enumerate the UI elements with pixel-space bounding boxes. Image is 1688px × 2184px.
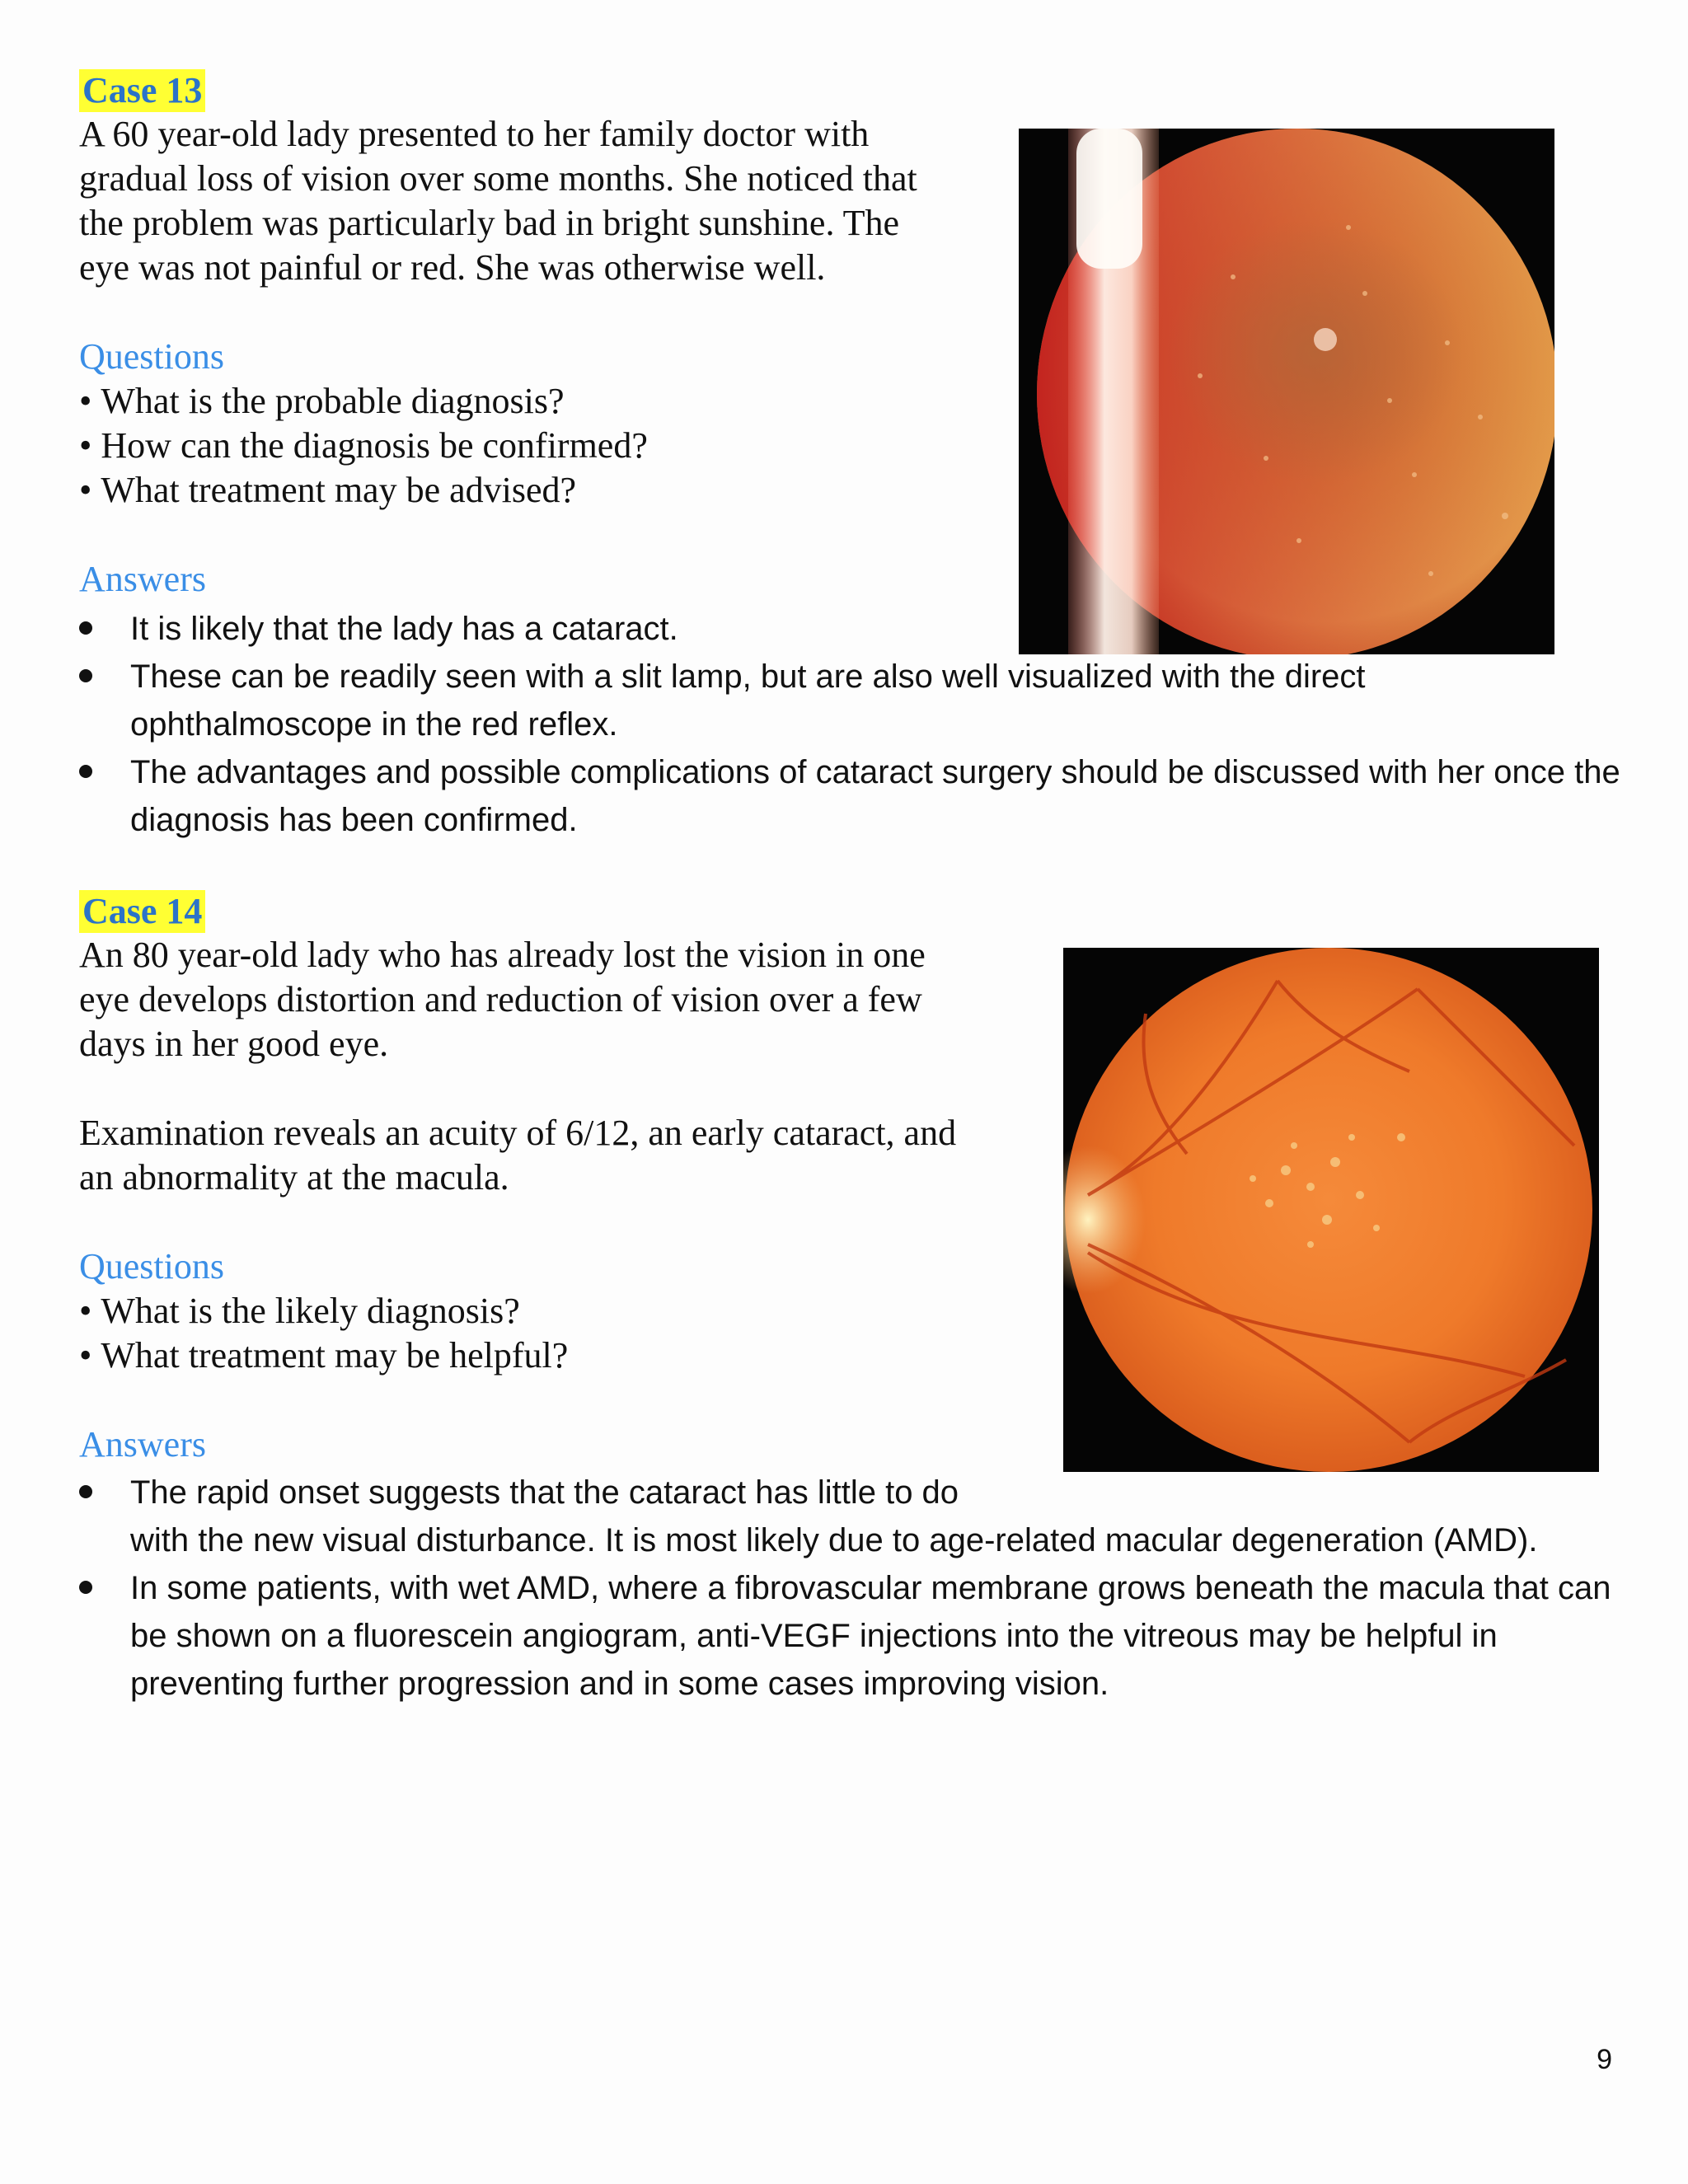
answer-text: The advantages and possible complications of cataract surgery should be discussed with her once the diagnosis has been confirmed. bbox=[130, 754, 1620, 838]
bullet-icon bbox=[79, 621, 92, 635]
fundus-image bbox=[1063, 948, 1599, 1472]
bullet-icon bbox=[79, 765, 92, 778]
case-14-answers bbox=[79, 1469, 1629, 1708]
answer-text: The rapid onset suggests that the cataract has little to do with the new visual disturbance. It is most likely due to age-related macular degeneration (AMD). bbox=[130, 1474, 1538, 1558]
case-14-questions bbox=[79, 1289, 568, 1378]
case-14-answers-heading: Answers bbox=[79, 1424, 206, 1465]
bullet-icon bbox=[79, 1485, 92, 1498]
case-13-heading: Case 13 bbox=[79, 69, 205, 112]
case-13-questions bbox=[79, 379, 648, 513]
answer-item bbox=[79, 748, 1629, 844]
answer-item bbox=[79, 653, 1629, 748]
cataract-image bbox=[1019, 129, 1554, 654]
case-13-questions-heading: Questions bbox=[79, 336, 224, 377]
case-14-examination: Examination reveals an acuity of 6/12, an early cataract, and an abnormality at the macula. bbox=[79, 1113, 957, 1197]
page-number: 9 bbox=[1597, 2044, 1612, 2075]
cataract-red-reflex-photo bbox=[1019, 129, 1554, 654]
question-item: • What is the probable diagnosis? bbox=[79, 379, 648, 424]
answer-text: In some patients, with wet AMD, where a fibrovascular membrane grows beneath the macula that can be shown on a fluorescein angiogram, anti-VEGF injections into the vitreous may be helpful in preventing further progression and in some cases improving vision. bbox=[130, 1570, 1611, 1702]
fundus-amd-photo bbox=[1063, 948, 1599, 1472]
case-14-description: An 80 year-old lady who has already lost the vision in one eye develops distortion and reduction of vision over a few days in her good eye. bbox=[79, 935, 926, 1064]
bullet-icon bbox=[79, 669, 92, 682]
case-14-questions-heading: Questions bbox=[79, 1246, 224, 1286]
question-item: • What is the likely diagnosis? bbox=[79, 1289, 568, 1333]
case-13-description: A 60 year-old lady presented to her family doctor with gradual loss of vision over some months. She noticed that the problem was particularly bad in bright sunshine. The eye was not painful or red. She was otherwise well. bbox=[79, 114, 917, 288]
bullet-icon bbox=[79, 1581, 92, 1594]
case-13-answers-heading: Answers bbox=[79, 559, 206, 599]
answer-item bbox=[79, 1469, 1629, 1564]
answer-text: These can be readily seen with a slit lamp, but are also well visualized with the direct ophthalmoscope in the red reflex. bbox=[130, 658, 1366, 743]
answer-item bbox=[79, 1564, 1629, 1708]
question-item: • What treatment may be helpful? bbox=[79, 1333, 568, 1378]
question-item: • How can the diagnosis be confirmed? bbox=[79, 424, 648, 468]
question-item: • What treatment may be advised? bbox=[79, 468, 648, 513]
case-14-heading: Case 14 bbox=[79, 890, 205, 933]
answer-text: It is likely that the lady has a cataract. bbox=[130, 611, 678, 647]
